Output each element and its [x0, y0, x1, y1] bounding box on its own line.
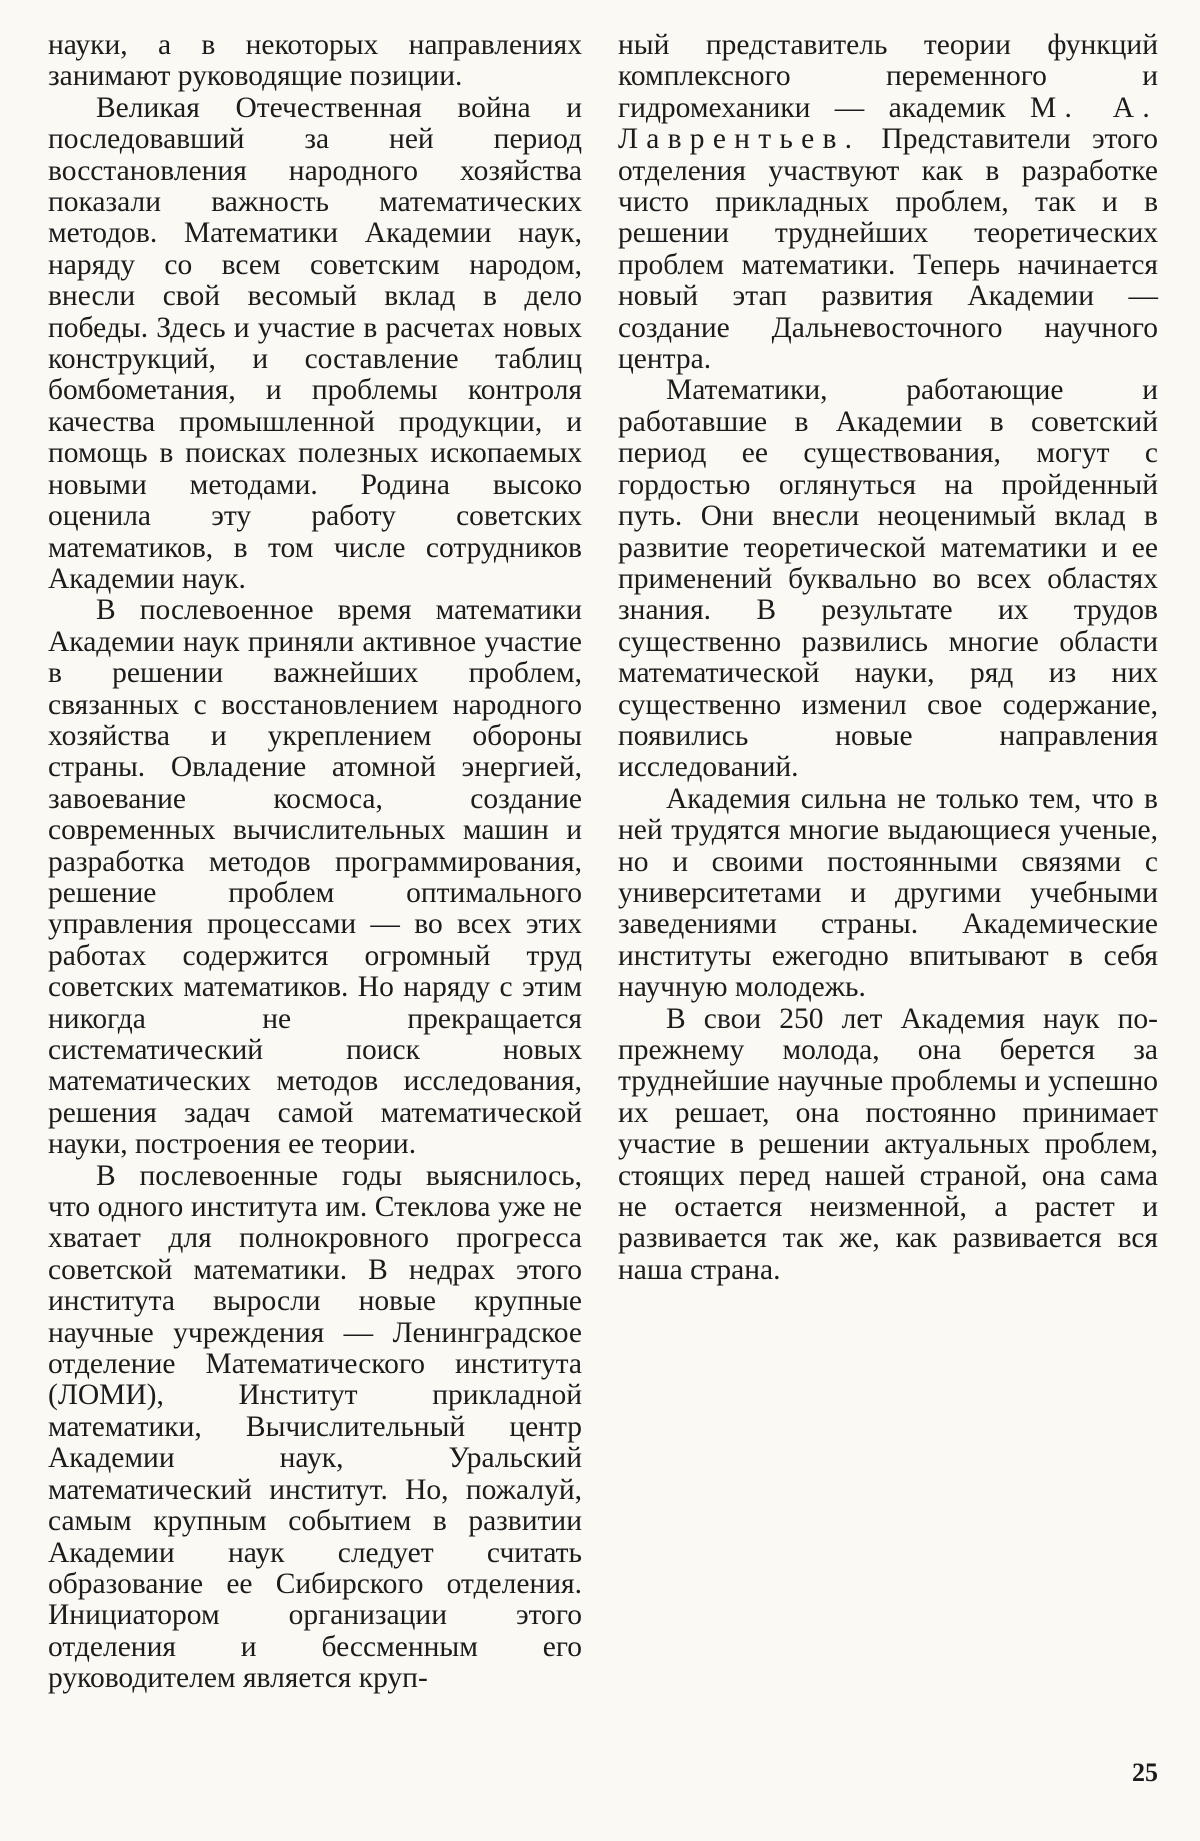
paragraph: Великая Отечественная война и последовавший за ней период восстановления народного хозяйства показали важность математических методов. Математики Академии наук, наряду со всем советским народом, внесли свой весомый вклад в дело победы. Здесь и участие в расчетах новых конструкций, и составление таблиц бомбометания, и проблемы контроля качества промышленной продукции, и помощь в поисках полезных ископаемых новыми методами. Родина высоко оценила эту работу советских математиков, в том числе сотрудников Академии наук. — [48, 91, 582, 595]
right-column — [618, 30, 1158, 1286]
paragraph: науки, а в некоторых направлениях занимают руководящие позиции. — [48, 29, 582, 93]
paragraph-text: ный представитель теории функций комплексного переменного и гидромеханики — академик — [618, 29, 1158, 124]
person-name: М. А. Лаврентьев. — [618, 91, 1158, 156]
left-column — [48, 30, 582, 1695]
paragraph-text: Представители этого отделения участвуют как в разработке чисто прикладных проблем, так и в решении труднейших теоретических проблем математики. Теперь начинается новый этап развития Академии — создание Дальневосточного научного центра. — [618, 123, 1158, 376]
page-number: 25 — [1132, 1758, 1158, 1787]
paragraph: В свои 250 лет Академия наук по-прежнему молода, она берется за труднейшие научные проблемы и успешно их решает, она постоянно принимает участие в решении актуальных проблем, стоящих перед нашей страной, она сама не остается неизменной, а растет и развивается так же, как развивается вся наша страна. — [618, 1002, 1158, 1286]
paragraph: В послевоенное время математики Академии наук приняли активное участие в решении важнейших проблем, связанных с восстановлением народного хозяйства и укреплением обороны страны. Овладение атомной энергией, завоевание космоса, создание современных вычислительных машин и разработка методов программирования, решение проблем оптимального управления процессами — во всех этих работах содержится огромный труд советских математиков. Но наряду с этим никогда не прекращается систематический поиск новых математических методов исследования, решения задач самой математической науки, построения ее теории. — [48, 594, 582, 1161]
paragraph: Академия сильна не только тем, что в ней трудятся многие выдающиеся ученые, но и своими постоянными связями с университетами и другими учебными заведениями страны. Академические институты ежегодно впитывают в себя научную молодежь. — [618, 782, 1158, 1004]
paragraph: Математики, работающие и работавшие в Академии в советский период ее существования, могут с гордостью оглянуться на пройденный путь. Они внесли неоценимый вклад в развитие теоретической математики и ее применений буквально во всех областях знания. В результате их трудов существенно развились многие области математической науки, ряд из них существенно изменил свое содержание, появились новые направления исследований. — [618, 374, 1158, 784]
paragraph: В послевоенные годы выяснилось, что одного института им. Стеклова уже не хватает для полнокровного прогресса советской математики. В недрах этого института выросли новые крупные научные учреждения — Ленинградское отделение Математического института (ЛОМИ), Институт прикладной математики, Вычислительный центр Академии наук, Уральский математический институт. Но, пожалуй, самым крупным событием в развитии Академии наук следует считать образование ее Сибирского отделения. Инициатором организации этого отделения и бессменным его руководителем является круп- — [48, 1159, 582, 1695]
paragraph — [618, 30, 1158, 375]
